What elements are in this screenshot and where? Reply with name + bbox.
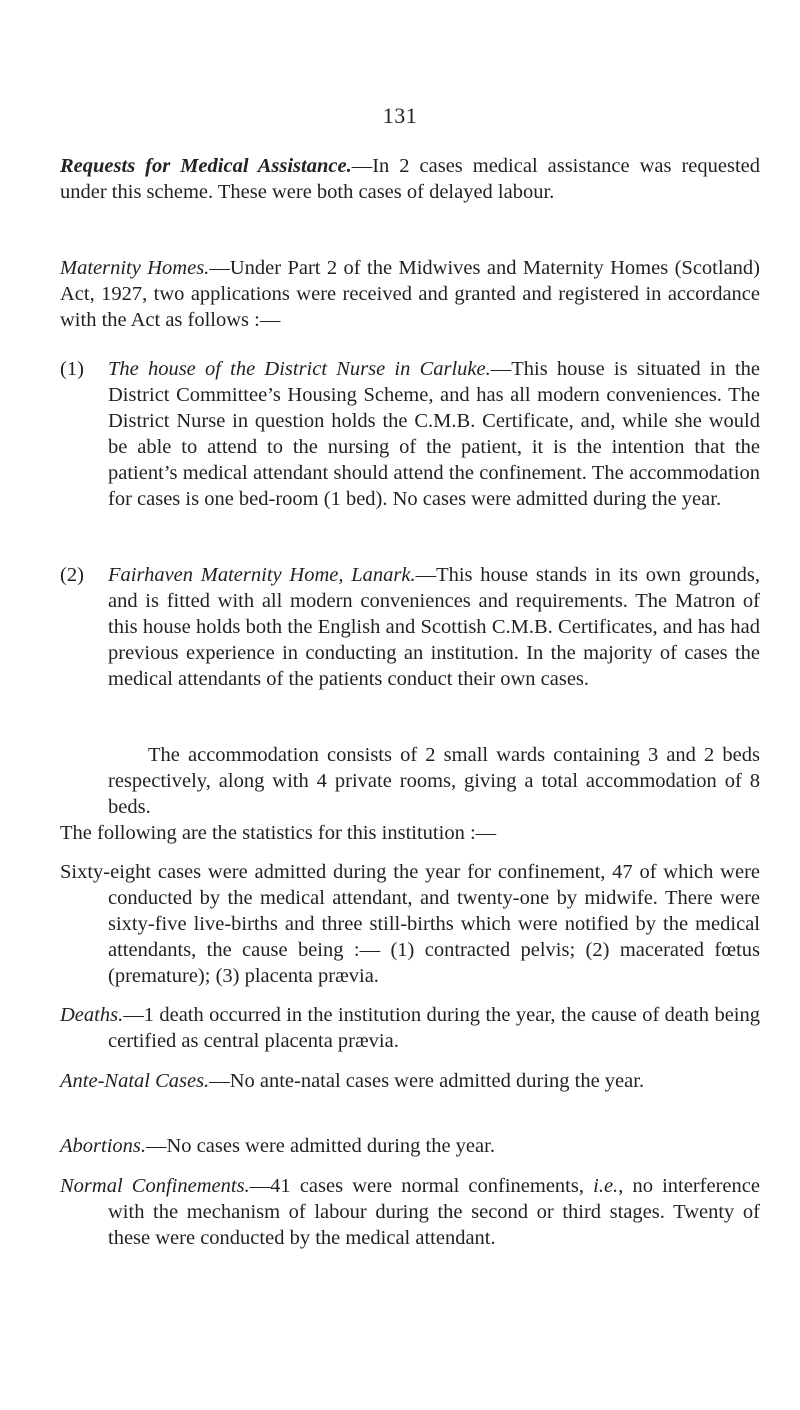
- abortions-text: —No cases were admitted during the year.: [146, 1135, 495, 1157]
- normal-confinements-paragraph: [60, 1173, 760, 1251]
- abortions-paragraph: [60, 1133, 760, 1159]
- requests-paragraph: [60, 153, 760, 205]
- item-1-heading: The house of the District Nurse in Carluke.: [108, 358, 491, 380]
- item-2-number: (2): [60, 564, 84, 586]
- item-2-heading: Fairhaven Maternity Home, Lanark.: [108, 564, 416, 586]
- item-2-body: [108, 562, 760, 692]
- requests-text: —In 2 cases medical assistance was requested under this scheme. These were both cases of delayed labour.: [60, 155, 760, 203]
- normal-heading: Normal Confinements.: [60, 1175, 250, 1197]
- item-2-accommodation: The accommodation consists of 2 small wards containing 3 and 2 beds respectively, along with 4 private rooms, giving a total accommodation of 8 beds.: [108, 744, 760, 818]
- page-number: 131: [382, 103, 418, 128]
- item-2-text: —This house stands in its own grounds, and is fitted with all modern conveniences and requirements. The Matron of this house holds both the English and Scottish C.M.B. Certificates, and has had previous experience in conducting an institution. In the majority of cases the medical attendants of the patients conduct their own cases.: [108, 564, 760, 690]
- item-1-body: [108, 356, 760, 512]
- abortions-heading: Abortions.: [60, 1135, 146, 1157]
- maternity-homes-paragraph: [60, 255, 760, 333]
- requests-heading: Requests for Medical Assistance.: [60, 155, 352, 177]
- item-2: [60, 562, 760, 692]
- ante-natal-text: —No ante-natal cases were admitted during the year.: [209, 1070, 645, 1092]
- deaths-paragraph: [60, 1002, 760, 1054]
- item-1-number: (1): [60, 358, 84, 380]
- normal-text-b: , no interference with the mechanism of labour during the second or third stages. Twenty of these were conducted by the medical attendant.: [108, 1175, 760, 1249]
- maternity-homes-heading: Maternity Homes.: [60, 257, 210, 279]
- deaths-text: —1 death occurred in the institution during the year, the cause of death being certified as central placenta prævia.: [108, 1004, 760, 1052]
- statistics-paragraph: Sixty-eight cases were admitted during the year for confinement, 47 of which were conducted by the medical attendant, and twenty-one by midwife. There were sixty-five live-births and three still-births which were notified by the medical attendants, the cause being :— (1) contracted pelvis; (2) macerated fœtus (premature); (3) placenta prævia.: [60, 861, 760, 987]
- statistics-intro: The following are the statistics for this institution :—: [60, 822, 497, 844]
- maternity-homes-text: —Under Part 2 of the Midwives and Maternity Homes (Scotland) Act, 1927, two applications were received and granted and registered in accordance with the Act as follows :—: [60, 257, 760, 331]
- item-1-text: —This house is situated in the District Committee’s Housing Scheme, and has all modern conveniences. The District Nurse in question holds the C.M.B. Certificate, and, while she would be able to attend to the nursing of the patient, it is the intention that the patient’s medical attendant should attend the confinement. The accommodation for cases is one bed-room (1 bed). No cases were admitted during the year.: [108, 358, 760, 510]
- normal-ie: i.e.: [593, 1175, 619, 1197]
- ante-natal-heading: Ante-Natal Cases.: [60, 1070, 210, 1092]
- deaths-heading: Deaths.: [60, 1004, 124, 1026]
- item-1: [60, 356, 760, 512]
- normal-text-a: —41 cases were normal confinements,: [249, 1175, 594, 1197]
- ante-natal-paragraph: [60, 1068, 760, 1094]
